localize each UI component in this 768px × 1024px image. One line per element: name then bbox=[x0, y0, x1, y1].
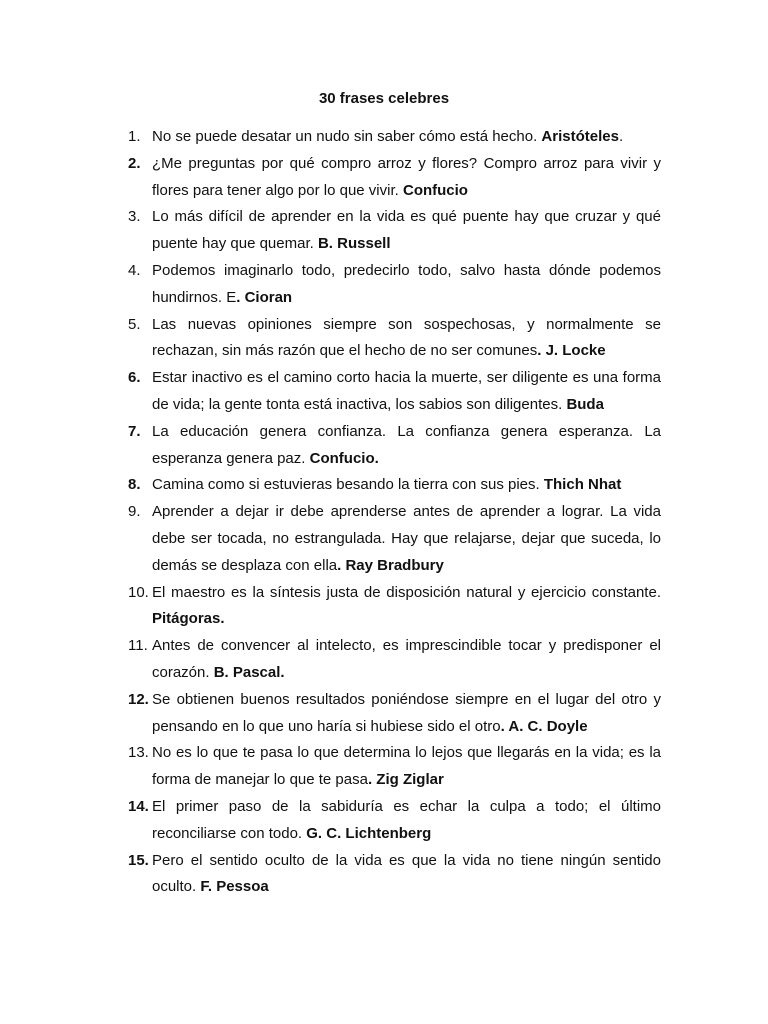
item-number: 4. bbox=[128, 261, 141, 279]
list-item bbox=[0, 472, 661, 499]
quote-author: Confucio bbox=[402, 181, 468, 199]
item-number: 11. bbox=[128, 637, 148, 655]
item-number: 14. bbox=[128, 797, 149, 815]
quote-author: Aristóteles bbox=[541, 128, 619, 145]
list-item bbox=[0, 365, 661, 419]
quote-author: . J. Locke bbox=[537, 342, 606, 360]
list-item bbox=[0, 312, 661, 366]
list-item bbox=[0, 499, 661, 579]
quote-text: Las nuevas opiniones siempre son sospechosas, y normalmente se rechazan, sin más razón que el hecho de no ser comunes bbox=[152, 315, 661, 360]
quote-author: . Ray Bradbury bbox=[337, 556, 444, 574]
quote-text: El primer paso de la sabiduría es echar la culpa a todo; el último reconciliarse con todo. bbox=[152, 797, 661, 842]
list-item bbox=[0, 124, 661, 151]
item-number: 15. bbox=[128, 851, 149, 869]
quote-author: Thich Nhat bbox=[543, 476, 622, 494]
quote-author: F. Pessoa bbox=[200, 878, 269, 896]
quote-text: El maestro es la síntesis justa de disposición natural y ejercicio constante. bbox=[152, 583, 661, 601]
page-title: 30 frases celebres bbox=[318, 90, 450, 107]
list-item bbox=[0, 794, 661, 848]
list-item bbox=[0, 740, 661, 794]
item-number: 12. bbox=[128, 690, 149, 708]
quote-text: Pero el sentido oculto de la vida es que la vida no tiene ningún sentido oculto. bbox=[152, 851, 661, 896]
item-number: 1. bbox=[128, 128, 141, 145]
item-number: 10. bbox=[128, 583, 149, 601]
quote-text: Lo más difícil de aprender en la vida es qué puente hay que cruzar y qué puente hay que quemar. bbox=[152, 208, 661, 253]
item-number: 7. bbox=[128, 422, 141, 440]
quote-text: Antes de convencer al intelecto, es imprescindible tocar y predisponer el corazón. bbox=[152, 637, 661, 681]
quote-text: No se puede desatar un nudo sin saber cómo está hecho. bbox=[152, 128, 542, 145]
quote-author: Buda bbox=[566, 395, 604, 413]
list-item bbox=[0, 258, 661, 312]
quote-author: Confucio. bbox=[309, 449, 379, 467]
quote-author: Pitágoras. bbox=[152, 610, 225, 628]
item-number: 6. bbox=[128, 369, 141, 387]
quote-text: Podemos imaginarlo todo, predecirlo todo, salvo hasta dónde podemos hundirnos. E bbox=[152, 261, 661, 306]
quote-text: La educación genera confianza. La confianza genera esperanza. La esperanza genera paz. bbox=[152, 422, 661, 467]
quote-text: Estar inactivo es el camino corto hacia la muerte, ser diligente es una forma de vida; la gente tonta está inactiva, los sabios son diligentes. bbox=[152, 369, 661, 413]
item-number: 5. bbox=[128, 315, 141, 333]
item-number: 13. bbox=[128, 744, 149, 762]
quote-author: . A. C. Doyle bbox=[500, 717, 588, 735]
list-item bbox=[0, 151, 661, 205]
list-item bbox=[0, 580, 661, 634]
quote-author: . Cioran bbox=[236, 288, 293, 306]
quote-tail: . bbox=[618, 128, 624, 145]
quote-author: G. C. Lichtenberg bbox=[306, 824, 432, 842]
quote-text: ¿Me preguntas por qué compro arroz y flores? Compro arroz para vivir y flores para tener algo por lo que vivir. bbox=[152, 154, 661, 199]
quote-text: No es lo que te pasa lo que determina lo lejos que llegarás en la vida; es la forma de manejar lo que te pasa bbox=[152, 744, 661, 789]
quote-text: Aprender a dejar ir debe aprenderse antes de aprender a lograr. La vida debe ser tocada, no estrangulada. Hay que relajarse, dejar que suceda, lo demás se desplaza con ella bbox=[152, 503, 661, 574]
quote-text: Se obtienen buenos resultados poniéndose siempre en el lugar del otro y pensando en lo que uno haría si hubiese sido el otro bbox=[152, 690, 661, 735]
quote-author: . Zig Ziglar bbox=[367, 771, 444, 789]
item-number: 9. bbox=[128, 503, 141, 521]
item-number: 2. bbox=[128, 154, 141, 172]
item-number: 8. bbox=[128, 476, 141, 494]
list-item bbox=[0, 633, 661, 687]
list-item bbox=[0, 848, 661, 902]
list-item bbox=[0, 419, 661, 473]
quote-list bbox=[0, 124, 768, 901]
quote-author: B. Pascal. bbox=[213, 663, 285, 681]
list-item bbox=[0, 204, 661, 258]
quote-author: B. Russell bbox=[317, 235, 391, 253]
item-number: 3. bbox=[128, 208, 141, 226]
quote-text: Camina como si estuvieras besando la tierra con sus pies. bbox=[152, 476, 544, 494]
list-item bbox=[0, 687, 661, 741]
